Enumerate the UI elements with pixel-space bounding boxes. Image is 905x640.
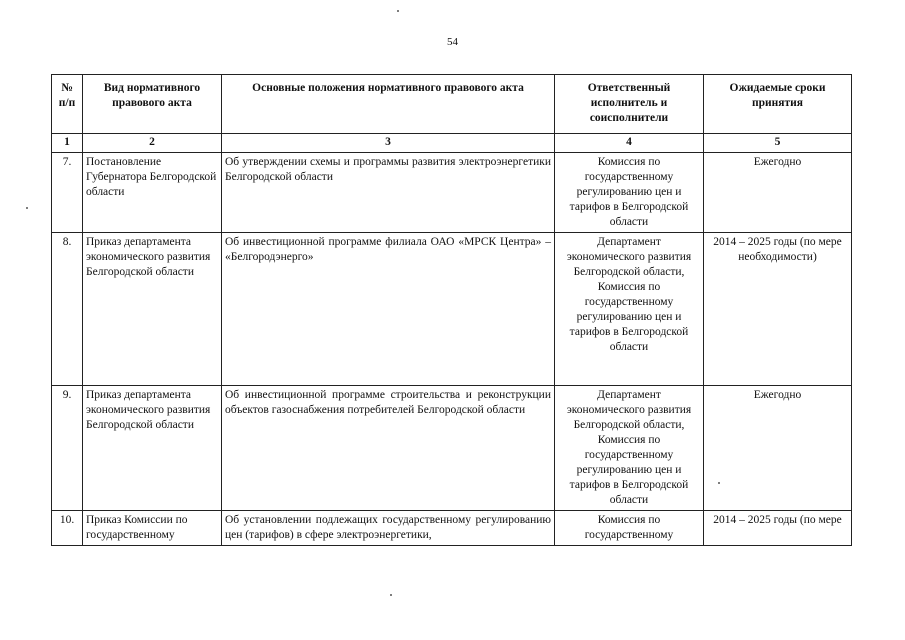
table-header-row <box>52 75 852 134</box>
column-number: 1 <box>52 134 83 153</box>
table-row <box>52 511 852 546</box>
column-number: 2 <box>83 134 222 153</box>
act-type-cell: Постановление Губернатора Белгородской области <box>83 153 222 233</box>
column-number: 4 <box>555 134 704 153</box>
legislative-acts-table <box>51 74 852 546</box>
provision-cell: Об инвестиционной программе филиала ОАО «МРСК Центра» – «Белгородэнерго» <box>222 233 555 386</box>
term-cell: 2014 – 2025 годы (по мере <box>704 511 852 546</box>
row-number: 9. <box>52 386 83 511</box>
act-type-cell: Приказ департамента экономического развития Белгородской области <box>83 233 222 386</box>
table-row <box>52 153 852 233</box>
scan-speck <box>718 482 720 484</box>
scan-speck <box>397 10 399 12</box>
responsible-cell: Департамент экономического развития Белгородской области, Комиссия по государственному регулированию цен и тарифов в Белгородской области <box>555 233 704 386</box>
term-cell: Ежегодно <box>704 386 852 511</box>
responsible-cell: Департамент экономического развития Белгородской области, Комиссия по государственному регулированию цен и тарифов в Белгородской области <box>555 386 704 511</box>
header-act-type: Вид нормативного правового акта <box>83 75 222 134</box>
act-type-cell: Приказ Комиссии по государственному <box>83 511 222 546</box>
table-row <box>52 233 852 386</box>
header-terms: Ожидаемые сроки принятия <box>704 75 852 134</box>
responsible-cell: Комиссия по государственному регулированию цен и тарифов в Белгородской области <box>555 153 704 233</box>
row-number: 7. <box>52 153 83 233</box>
provision-cell: Об установлении подлежащих государственному регулированию цен (тарифов) в сфере электроэнергетики, <box>222 511 555 546</box>
column-number: 3 <box>222 134 555 153</box>
provision-cell: Об утверждении схемы и программы развития электроэнергетики Белгородской области <box>222 153 555 233</box>
column-number-row <box>52 134 852 153</box>
row-number: 8. <box>52 233 83 386</box>
term-cell: 2014 – 2025 годы (по мере необходимости) <box>704 233 852 386</box>
column-number: 5 <box>704 134 852 153</box>
header-number: № п/п <box>52 75 83 134</box>
header-responsible: Ответственный исполнитель и соисполнители <box>555 75 704 134</box>
scan-speck <box>390 594 392 596</box>
header-provisions: Основные положения нормативного правового акта <box>222 75 555 134</box>
provision-cell: Об инвестиционной программе строительства и реконструкции объектов газоснабжения потребителей Белгородской области <box>222 386 555 511</box>
table-row <box>52 386 852 511</box>
scan-speck <box>26 207 28 209</box>
responsible-cell: Комиссия по государственному <box>555 511 704 546</box>
term-cell: Ежегодно <box>704 153 852 233</box>
row-number: 10. <box>52 511 83 546</box>
page-number: 54 <box>447 36 458 48</box>
act-type-cell: Приказ департамента экономического развития Белгородской области <box>83 386 222 511</box>
